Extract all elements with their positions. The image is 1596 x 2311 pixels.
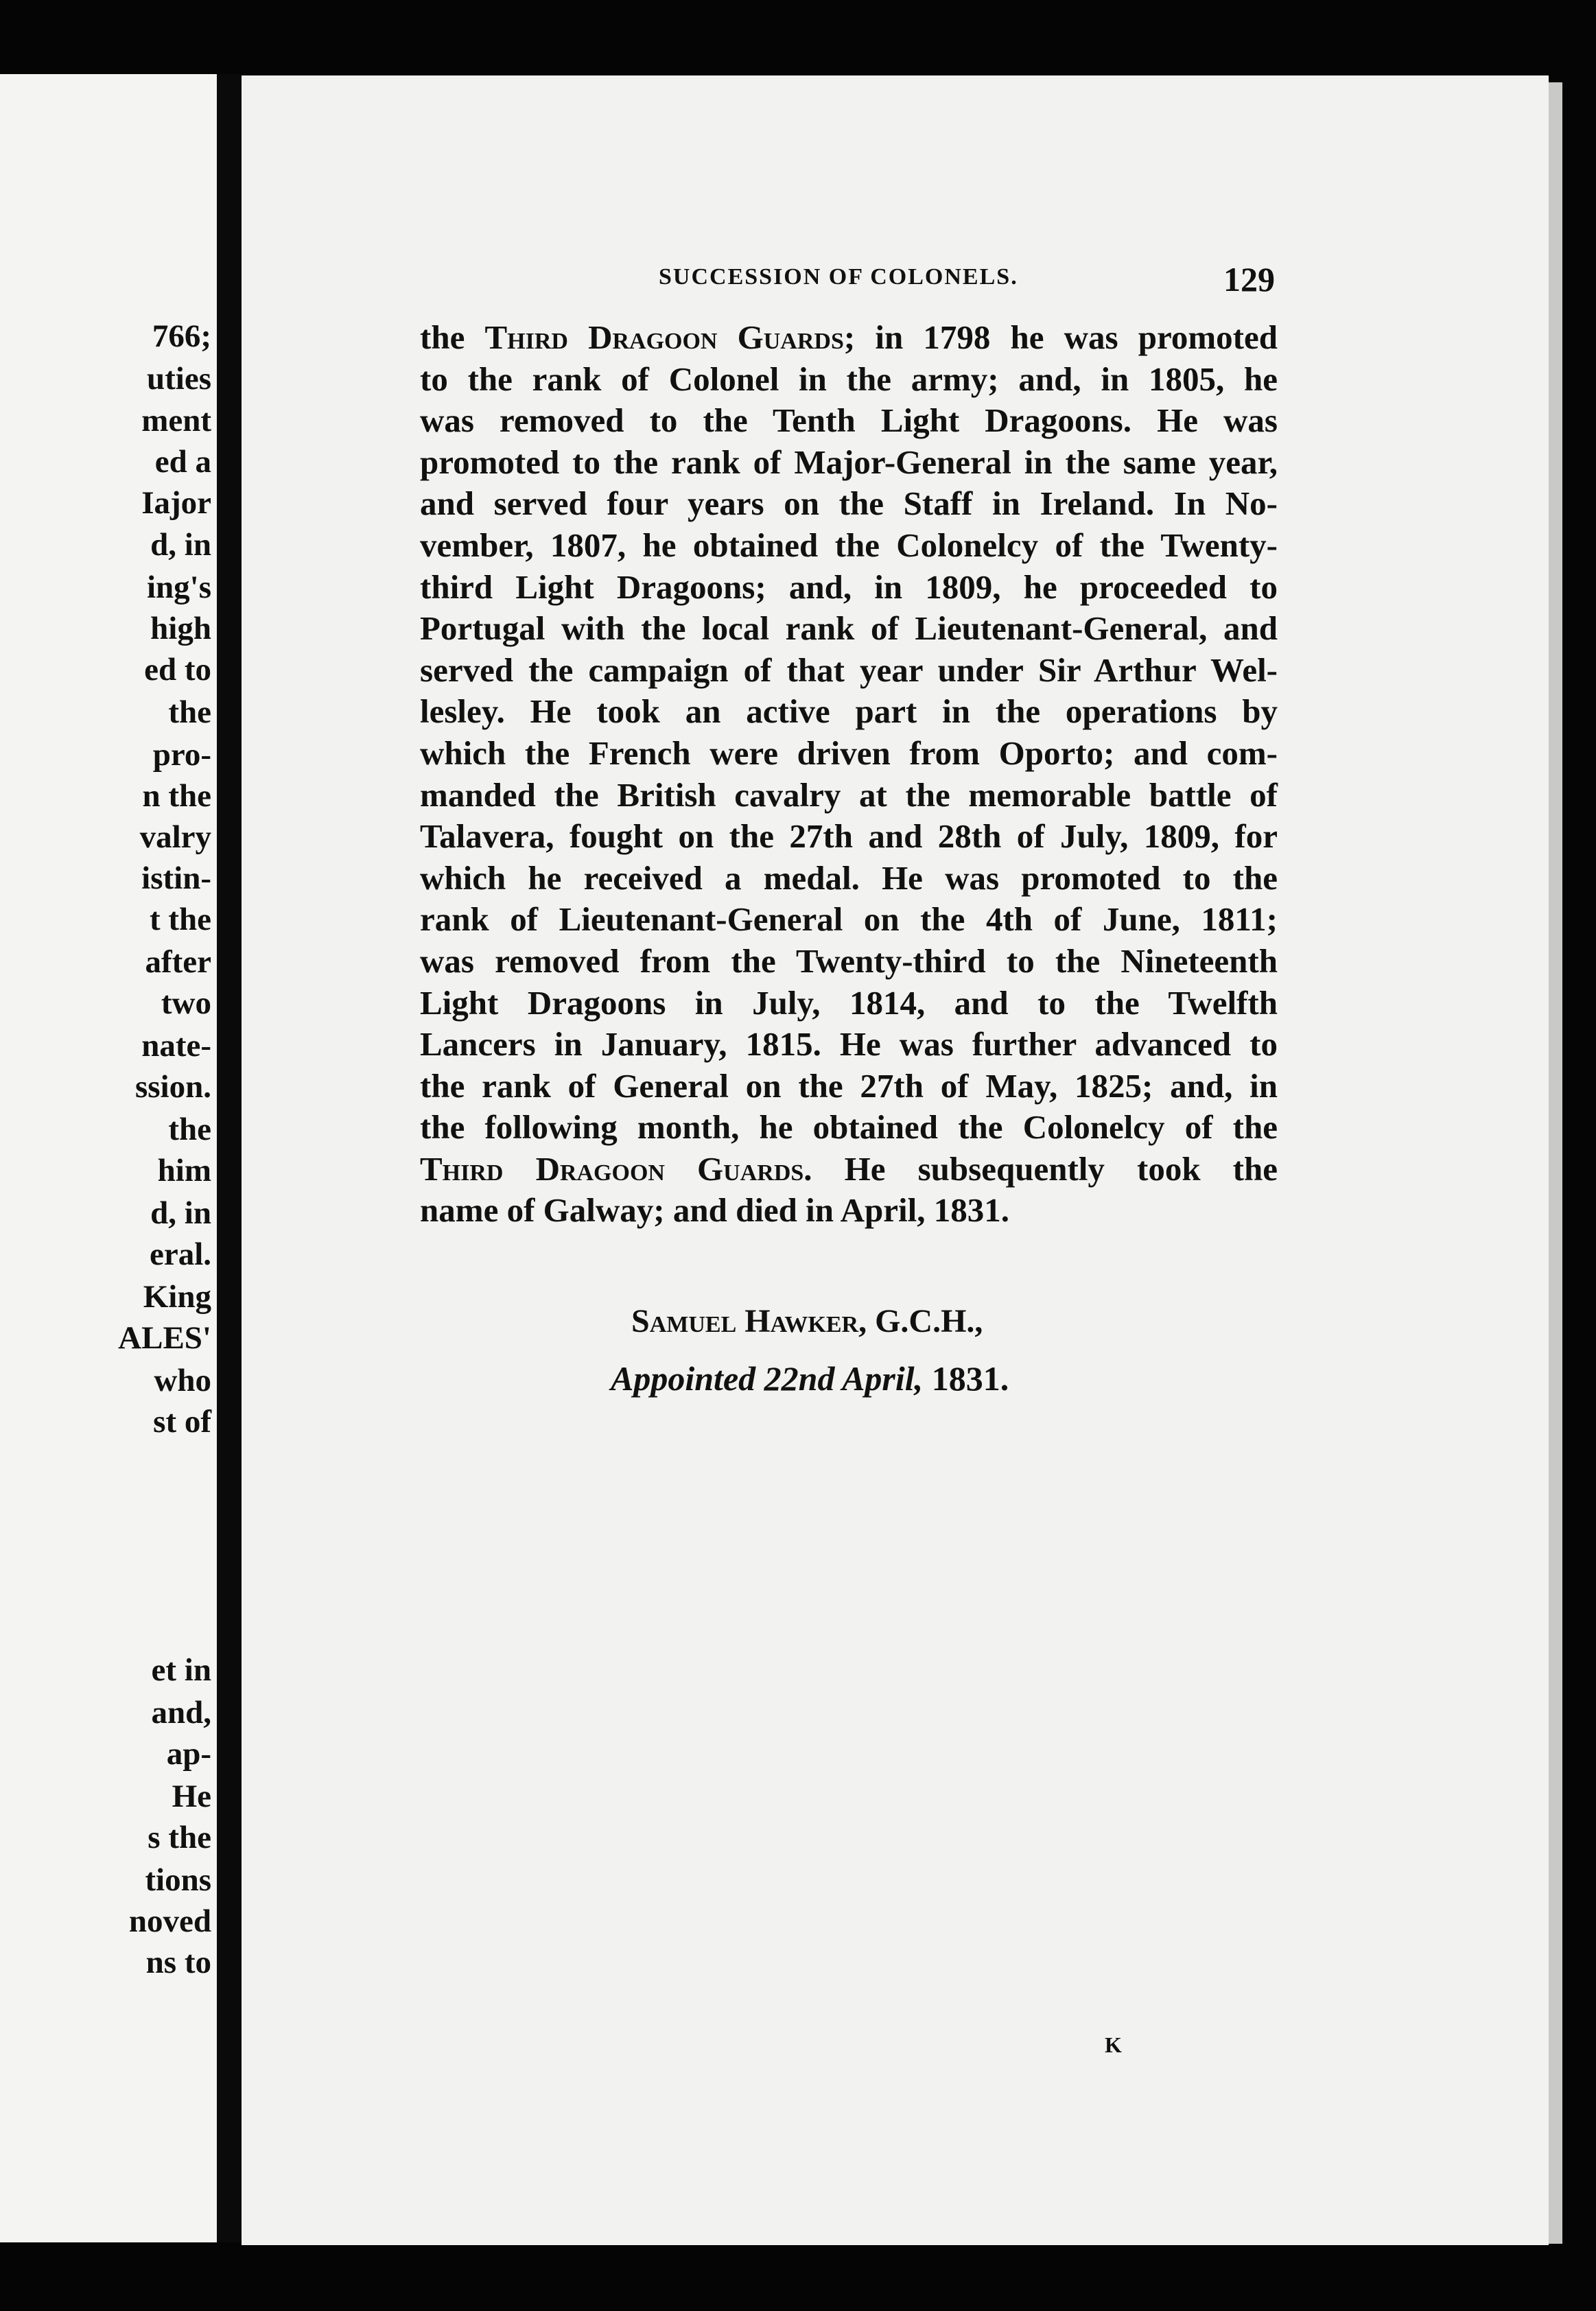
left-page-line: 766; bbox=[152, 318, 211, 354]
appointed-label: Appointed 22nd April, bbox=[611, 1359, 924, 1398]
text-line: was removed from the Twenty-third to the Nineteenth bbox=[420, 941, 1278, 980]
appointment-year: 1831. bbox=[931, 1359, 1009, 1398]
left-page-line: ns to bbox=[145, 1945, 211, 1980]
left-page-line: nate- bbox=[141, 1028, 211, 1064]
left-page-line: uties bbox=[147, 361, 211, 397]
left-page-line: s the bbox=[148, 1820, 211, 1855]
body-text bbox=[420, 317, 1278, 1232]
left-page-line: two bbox=[161, 985, 211, 1021]
left-page-line: tions bbox=[145, 1862, 211, 1898]
text-line: vember, 1807, he obtained the Colonelcy of the Twenty- bbox=[420, 526, 1278, 564]
text-line: rank of Lieutenant-General on the 4th of June, 1811; bbox=[420, 900, 1278, 939]
left-page-line: him bbox=[157, 1153, 211, 1188]
left-page-line: ed to bbox=[144, 652, 211, 688]
left-page-fragment bbox=[0, 74, 217, 2242]
left-page-line: the bbox=[168, 1112, 211, 1147]
left-page-line: ap- bbox=[166, 1736, 211, 1772]
page-number: 129 bbox=[1223, 260, 1275, 298]
left-page-line: high bbox=[150, 611, 211, 646]
regiment-name: Third Dragoon Guards bbox=[420, 1149, 804, 1188]
left-page-line: d, in bbox=[150, 527, 211, 563]
text-line: third Light Dragoons; and, in 1809, he proceeded to bbox=[420, 567, 1278, 606]
text-line: lesley. He took an active part in the operations by bbox=[420, 692, 1278, 731]
text-line: Third Dragoon Guards. He subsequently took the bbox=[420, 1149, 1278, 1188]
left-page-line: Iajor bbox=[141, 485, 211, 521]
text-line: to the rank of Colonel in the army; and, in 1805, he bbox=[420, 360, 1278, 398]
text-line: Talavera, fought on the 27th and 28th of July, 1809, for bbox=[420, 817, 1278, 856]
left-page-line: and, bbox=[151, 1695, 211, 1731]
text-line: name of Galway; and died in April, 1831. bbox=[420, 1191, 1009, 1230]
colonel-full-name: Samuel Hawker bbox=[631, 1303, 859, 1339]
left-page-line: st of bbox=[153, 1404, 211, 1440]
running-header: SUCCESSION OF COLONELS. bbox=[659, 264, 1018, 290]
left-page-line: ALES' bbox=[118, 1320, 211, 1356]
page-edge bbox=[1549, 82, 1562, 2244]
text-line: Light Dragoons in July, 1814, and to the Twelfth bbox=[420, 983, 1278, 1022]
left-page-line: ing's bbox=[146, 570, 211, 605]
colonel-name: Samuel Hawker, G.C.H., bbox=[631, 1303, 983, 1339]
appointment-date bbox=[611, 1359, 1009, 1398]
text-line: the following month, he obtained the Colonelcy of the bbox=[420, 1108, 1278, 1147]
text-line: promoted to the rank of Major-General in the same year, bbox=[420, 443, 1278, 481]
text-line: was removed to the Tenth Light Dragoons. He was bbox=[420, 401, 1278, 440]
left-page-line: eral. bbox=[149, 1236, 211, 1272]
left-page-line: after bbox=[145, 944, 211, 980]
signature-mark: K bbox=[1105, 2032, 1122, 2057]
left-page-line: valry bbox=[139, 819, 211, 855]
left-page-line: et in bbox=[151, 1652, 211, 1688]
text-line: the Third Dragoon Guards; in 1798 he was promoted bbox=[420, 318, 1278, 356]
left-page-line: istin- bbox=[141, 860, 211, 896]
text-line: manded the British cavalry at the memorable battle of bbox=[420, 775, 1278, 814]
left-page-line: pro- bbox=[152, 737, 211, 773]
left-page-line: n the bbox=[142, 778, 211, 814]
left-page-line: ment bbox=[141, 403, 211, 438]
left-page-line: King bbox=[143, 1279, 211, 1315]
left-page-line: who bbox=[154, 1363, 211, 1398]
text-line: Portugal with the local rank of Lieutenant-General, and bbox=[420, 609, 1278, 648]
left-page-line: t the bbox=[149, 902, 211, 937]
left-page-line: ed a bbox=[154, 444, 211, 480]
book-gutter bbox=[217, 74, 242, 2242]
regiment-name: Third Dragoon Guards bbox=[484, 318, 844, 356]
text-line: and served four years on the Staff in Ireland. In No- bbox=[420, 484, 1278, 523]
left-page-line: the bbox=[168, 694, 211, 730]
left-page-line: ssion. bbox=[134, 1069, 211, 1105]
text-line: which he received a medal. He was promoted to the bbox=[420, 858, 1278, 897]
text-line: which the French were driven from Oporto; and com- bbox=[420, 734, 1278, 772]
text-line: served the campaign of that year under Sir Arthur Wel- bbox=[420, 650, 1278, 689]
left-page-line: He bbox=[172, 1779, 211, 1814]
text-line: Lancers in January, 1815. He was further advanced to bbox=[420, 1025, 1278, 1064]
left-page-line: d, in bbox=[150, 1195, 211, 1231]
left-page-line: noved bbox=[128, 1903, 211, 1939]
text-line: the rank of General on the 27th of May, 1825; and, in bbox=[420, 1066, 1278, 1105]
